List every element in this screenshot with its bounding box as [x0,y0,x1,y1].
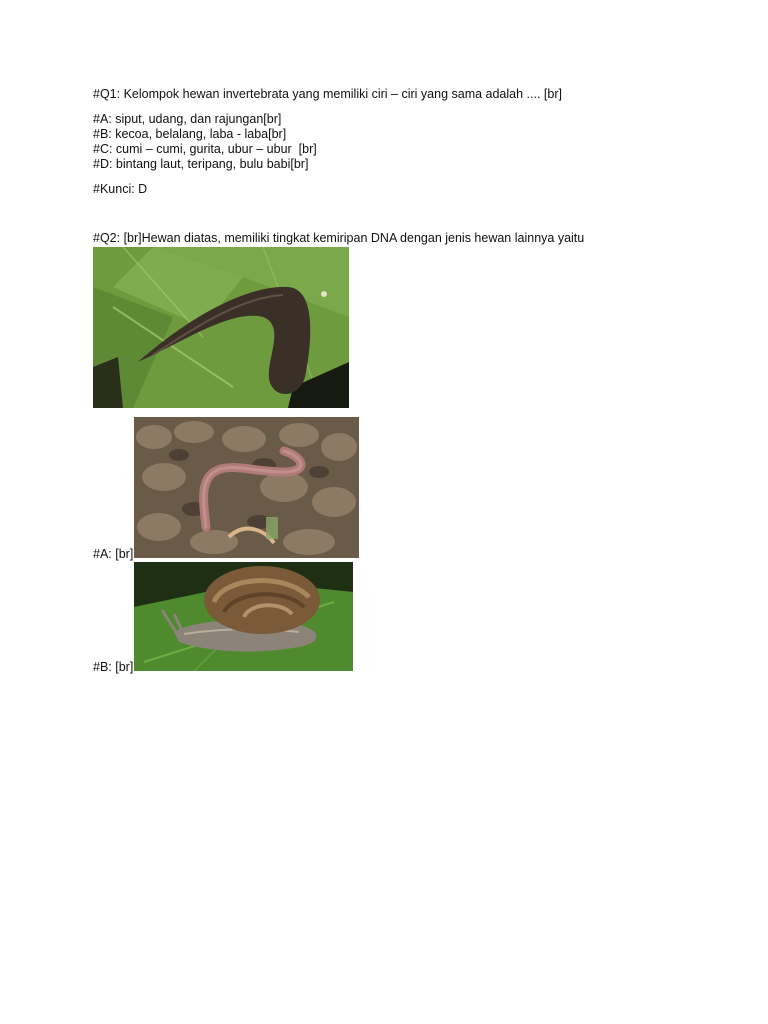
snail-photo [134,562,353,671]
q1-option-c: #C: cumi – cumi, gurita, ubur – ubur [br] [93,142,317,156]
q1-option-a: #A: siput, udang, dan rajungan[br] [93,112,282,126]
q1-answer-key: #Kunci: D [93,182,148,196]
q1-option-d: #D: bintang laut, teripang, bulu babi[br] [93,157,309,171]
leech-photo [93,247,349,408]
q1-option-b: #B: kecoa, belalang, laba - laba[br] [93,127,287,141]
earthworm-photo [134,417,359,558]
q1-question: #Q1: Kelompok hewan invertebrata yang memiliki ciri – ciri yang sama adalah .... [br] [93,87,562,101]
q2-option-b: #B: [br] [93,660,134,674]
q2-question: #Q2: [br]Hewan diatas, memiliki tingkat kemiripan DNA dengan jenis hewan lainnya yaitu [93,231,585,245]
q2-option-a: #A: [br] [93,547,134,561]
